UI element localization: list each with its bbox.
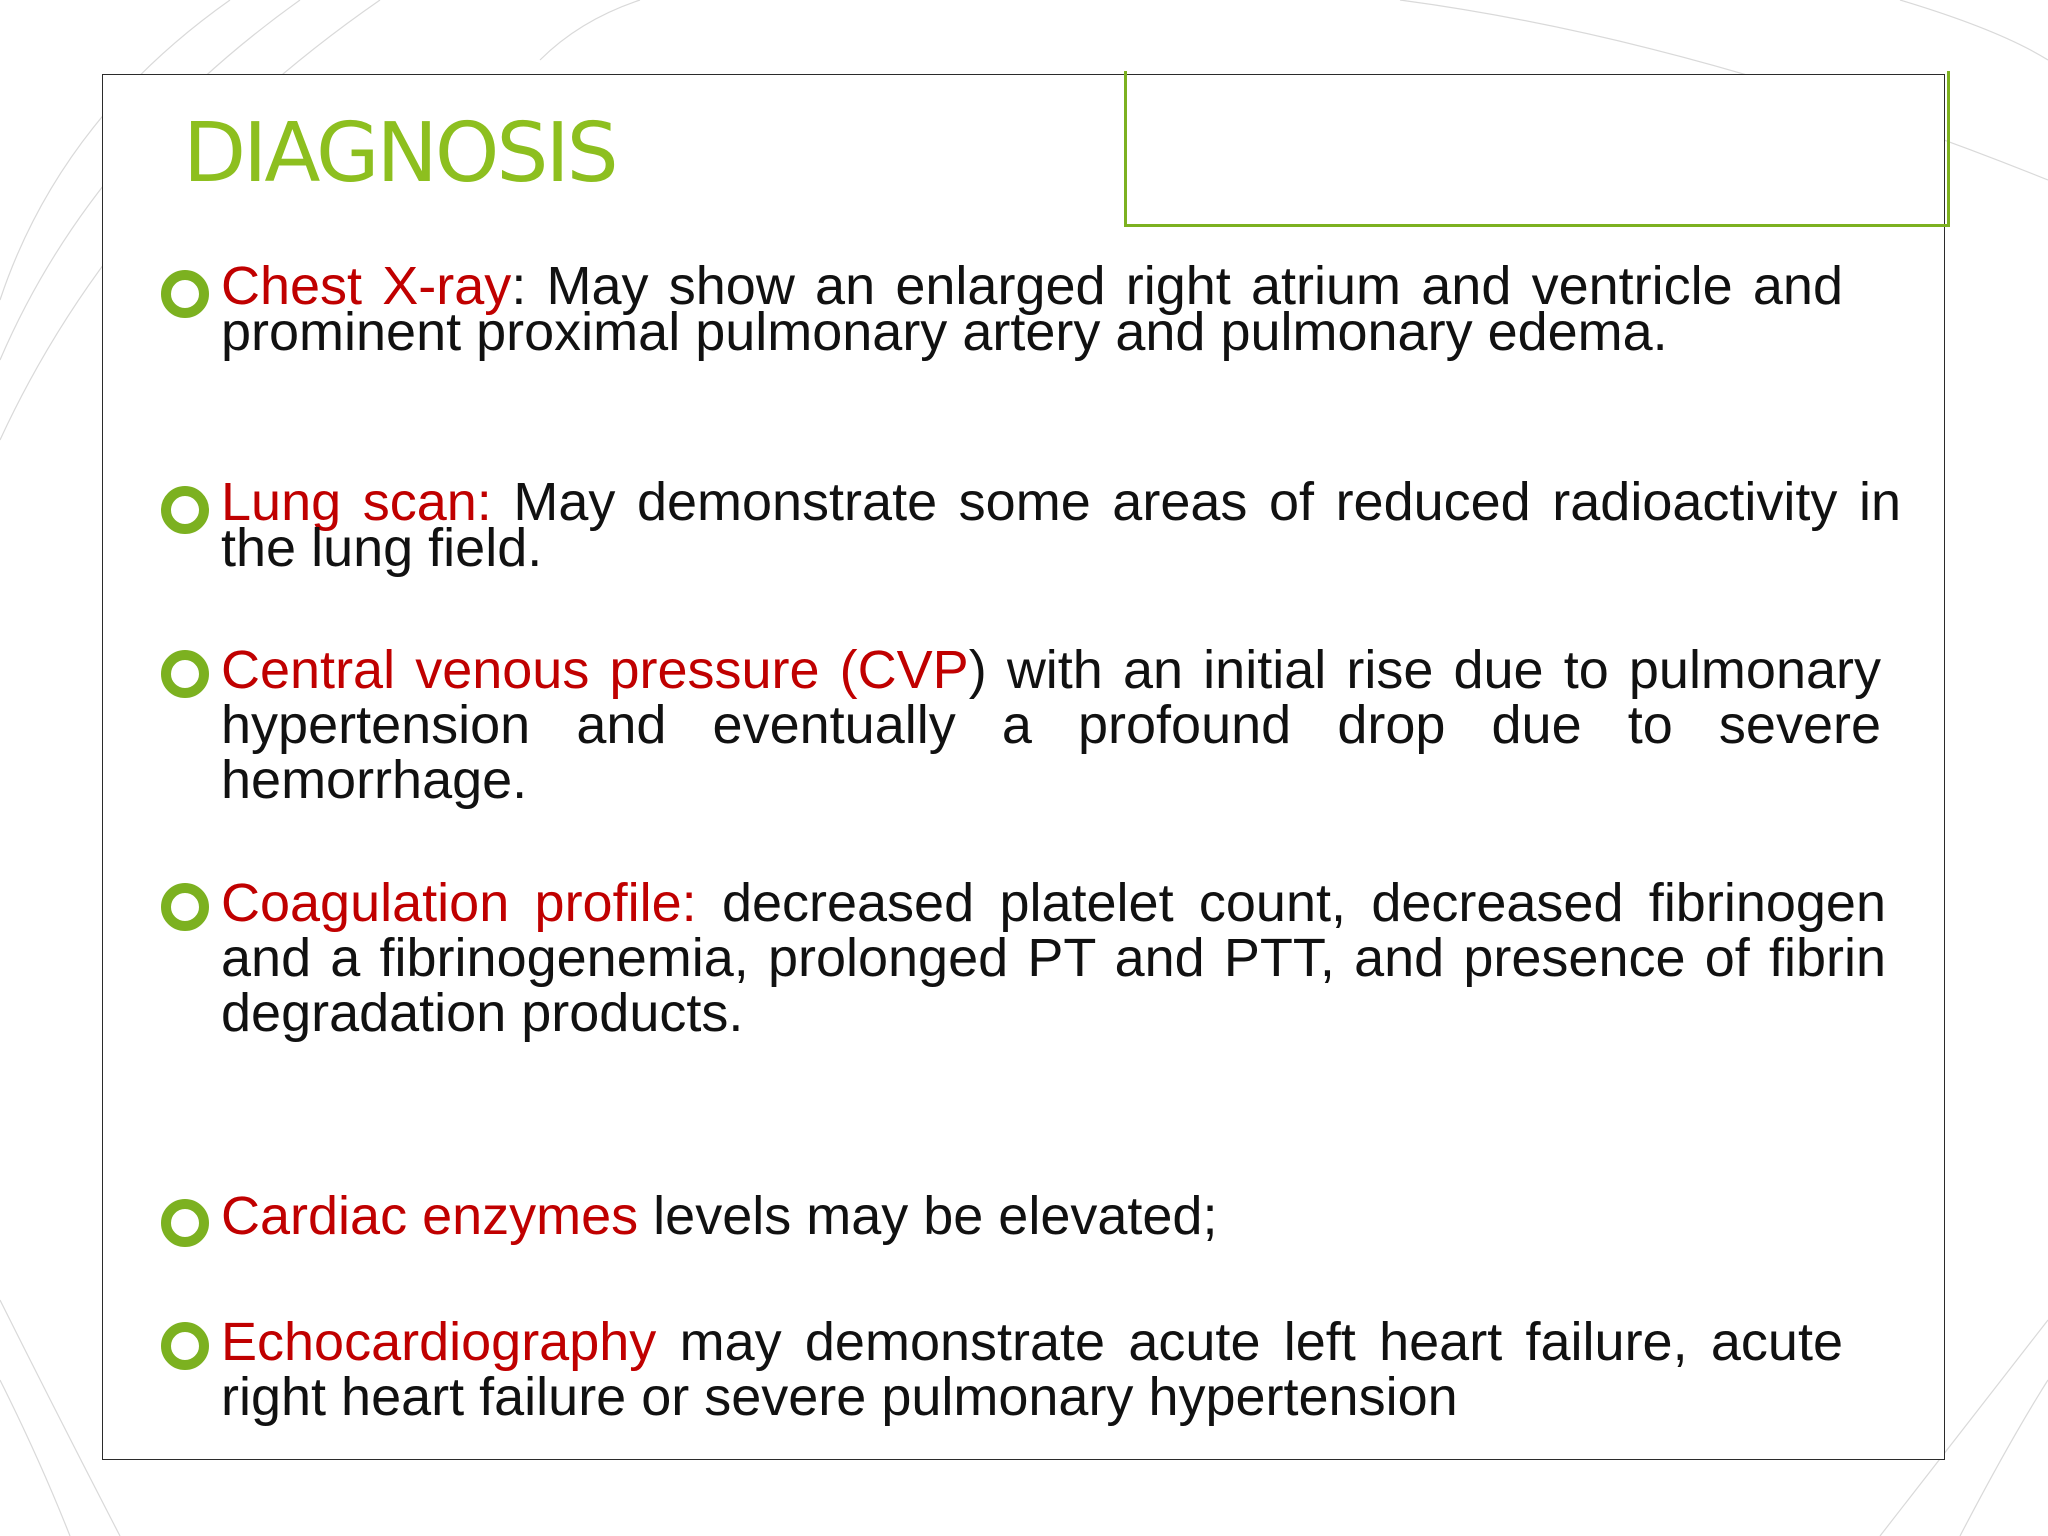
bullet-item-cvp: [161, 640, 1881, 810]
bullet-term: Cardiac enzymes: [221, 1186, 639, 1246]
bullet-term: Coagulation profile:: [221, 873, 697, 933]
bullet-term: Central venous pressure (CVP: [221, 640, 969, 700]
bullet-text: may demonstrate acute left heart failure, acute right heart failure or severe pulmonary hypertension: [221, 1312, 1843, 1427]
ring-bullet-icon: [161, 883, 209, 931]
bullet-text: levels may be elevated;: [638, 1186, 1218, 1246]
bullet-term: Lung scan:: [221, 472, 492, 532]
bullet-item-echocardiography: [161, 1312, 1843, 1427]
bullet-text: : May show an enlarged right atrium and ventricle and prominent proximal pulmonary artery and pulmonary edema.: [221, 256, 1843, 362]
ring-bullet-icon: [161, 270, 209, 318]
bullet-text: ) with an initial rise due to pulmonary hypertension and eventually a profound drop due to severe hemorrhage.: [221, 640, 1881, 810]
bullet-item-chest-xray: [161, 256, 1943, 362]
bullet-term: Chest X-ray: [221, 256, 512, 316]
slide-frame: [102, 74, 1945, 1460]
bullet-item-coagulation: [161, 873, 1886, 1043]
bullet-term: Echocardiography: [221, 1312, 657, 1372]
ring-bullet-icon: [161, 1199, 209, 1247]
ring-bullet-icon: [161, 486, 209, 534]
bullet-text: decreased platelet count, decreased fibrinogen and a fibrinogenemia, prolonged PT and PTT, and presence of fibrin degradation products.: [221, 873, 1886, 1043]
bullet-text: May demonstrate some areas of reduced radioactivity in the lung field.: [221, 472, 1901, 578]
ring-bullet-icon: [161, 650, 209, 698]
bullet-list: [103, 75, 1944, 1459]
bullet-item-lung-scan: [161, 472, 1901, 578]
slide-title: DIAGNOSIS: [183, 106, 616, 201]
bullet-item-cardiac-enzymes: [161, 1186, 1921, 1246]
ring-bullet-icon: [161, 1322, 209, 1370]
